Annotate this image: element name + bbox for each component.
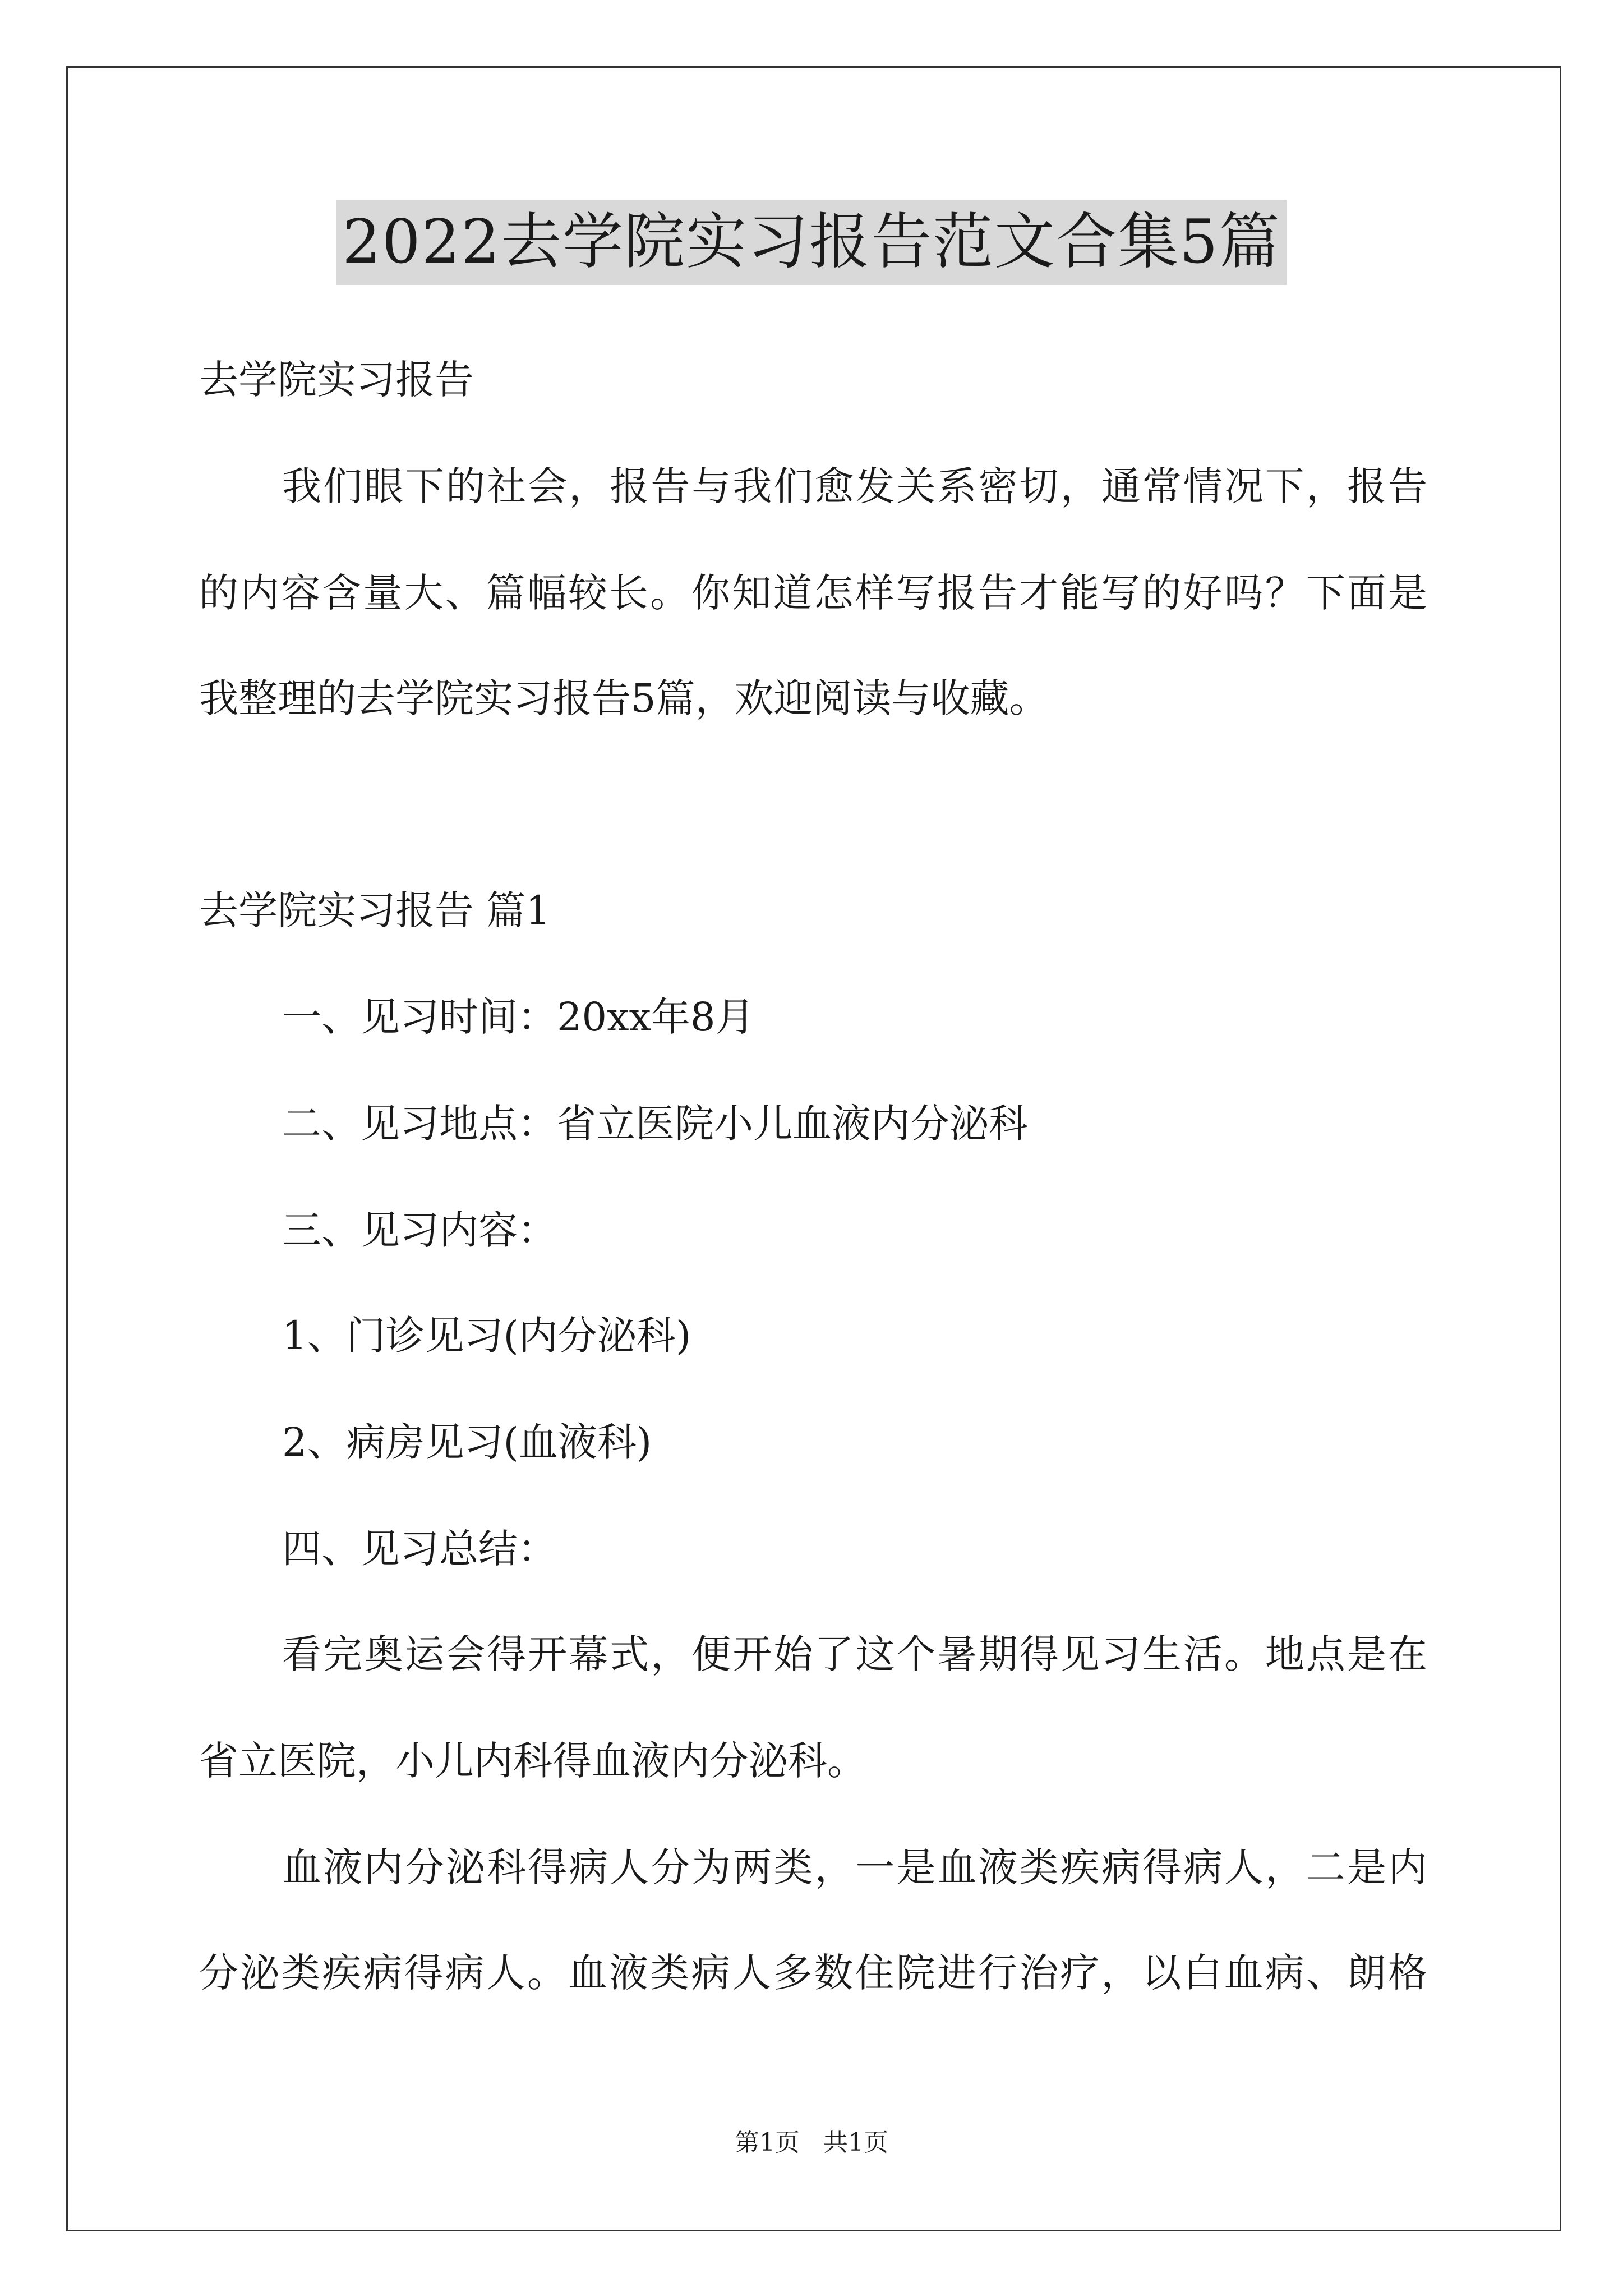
paragraph-line: 血液内分泌科得病人分为两类，一是血液类疾病得病人，二是内 — [282, 1844, 1427, 1890]
list-item: 二、见习地点：省立医院小儿血液内分泌科 — [282, 1101, 1028, 1147]
list-item: 1、门诊见习(内分泌科) — [282, 1313, 691, 1359]
paragraph-line: 的内容含量大、篇幅较长。你知道怎样写报告才能写的好吗？下面是 — [199, 570, 1427, 616]
document-title: 2022去学院实习报告范文合集5篇 — [336, 200, 1287, 285]
paragraph-line: 我整理的去学院实习报告5篇，欢迎阅读与收藏。 — [199, 675, 1049, 721]
list-item: 三、见习内容： — [282, 1207, 557, 1253]
section-heading: 去学院实习报告 篇1 — [199, 887, 551, 933]
page-footer — [0, 2126, 1623, 2160]
paragraph-line: 省立医院，小儿内科得血液内分泌科。 — [199, 1738, 866, 1784]
paragraph-line: 分泌类疾病得病人。血液类病人多数住院进行治疗，以白血病、朗格 — [199, 1950, 1427, 1996]
paragraph-line: 我们眼下的社会，报告与我们愈发关系密切，通常情况下，报告 — [282, 463, 1427, 509]
list-item: 四、见习总结： — [282, 1526, 557, 1572]
list-item: 2、病房见习(血液科) — [282, 1419, 652, 1465]
page-total: 共1页 — [823, 2128, 888, 2157]
title-container — [0, 200, 1623, 285]
page-number: 第1页 — [735, 2128, 800, 2157]
list-item: 一、见习时间：20xx年8月 — [282, 994, 755, 1040]
paragraph-line: 看完奥运会得开幕式，便开始了这个暑期得见习生活。地点是在 — [282, 1631, 1427, 1677]
section-heading: 去学院实习报告 — [199, 357, 474, 403]
